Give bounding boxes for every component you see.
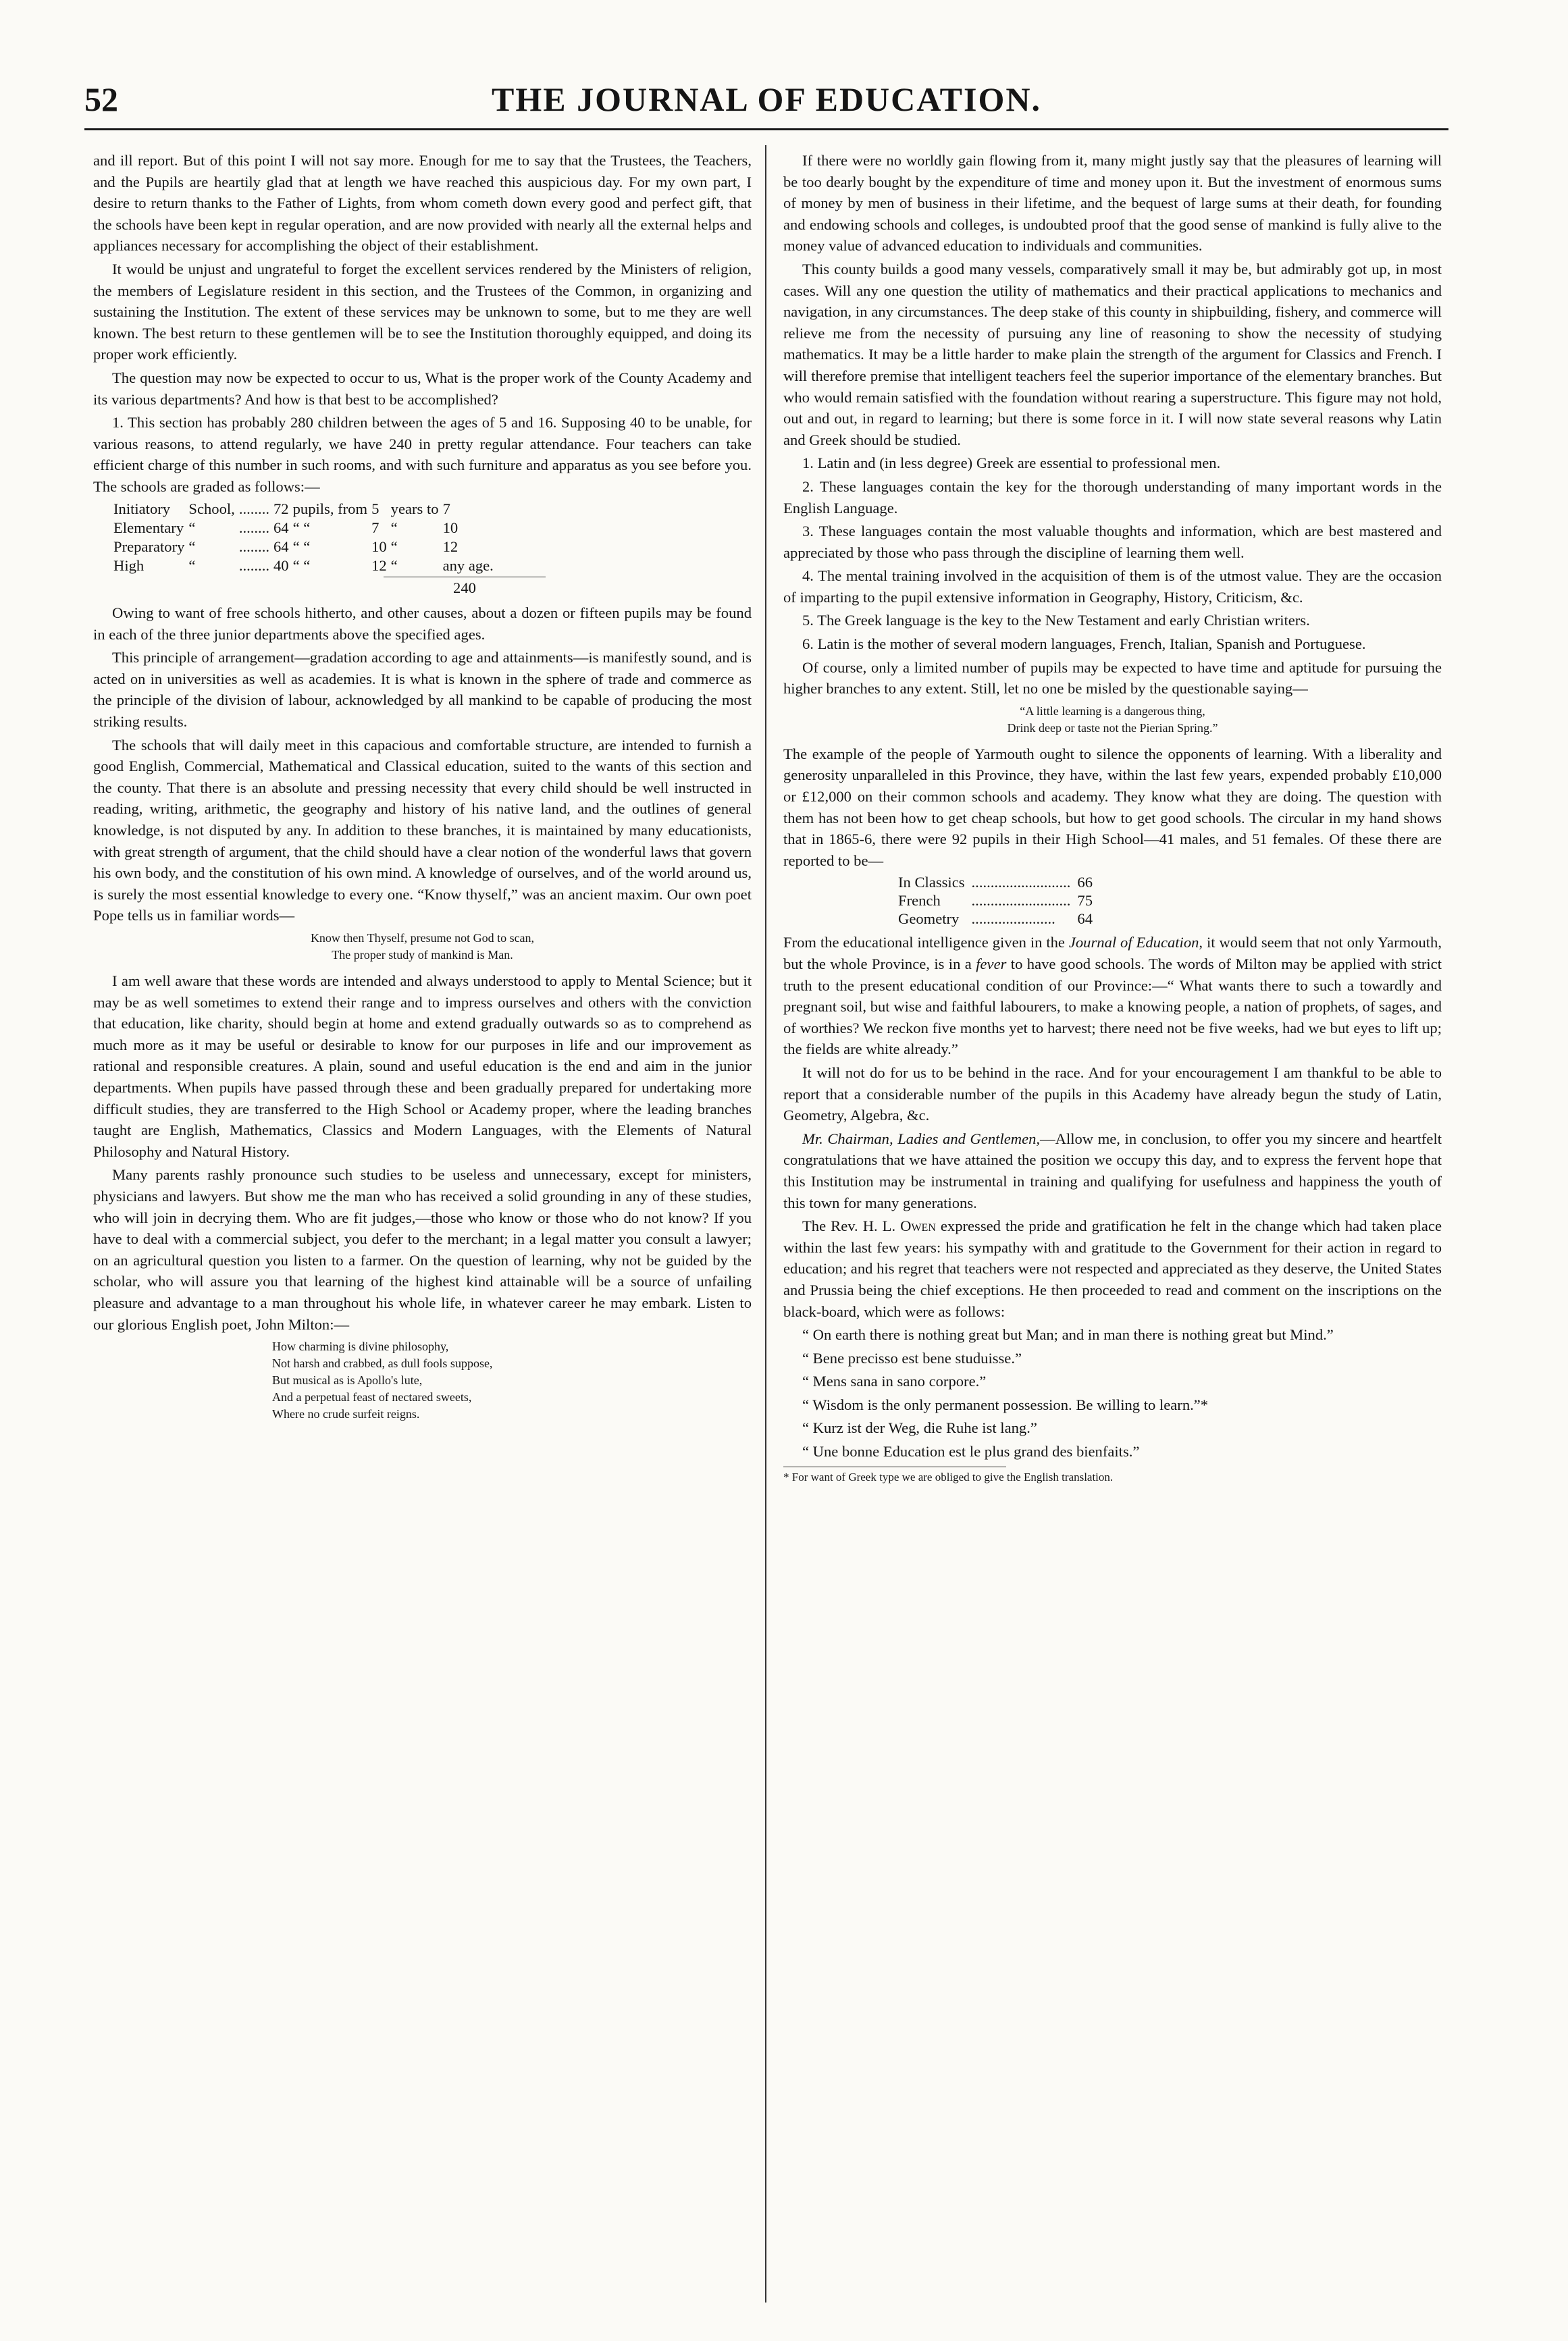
- reported-cell: French: [898, 892, 941, 910]
- paragraph: Owing to want of free schools hitherto, and other causes, about a dozen or fifteen pupils may be found in each of the three junior departments above the specified ages.: [93, 604, 752, 643]
- verse-line: And a perpetual feast of nectared sweets,: [272, 1390, 472, 1404]
- grade-row: [113, 537, 498, 556]
- page-header: [84, 80, 1448, 134]
- header-rule: [84, 128, 1448, 130]
- grade-cell: 10: [371, 537, 387, 555]
- grade-row: [113, 556, 498, 575]
- column-divider: [765, 145, 766, 2303]
- text-run: From the educational intelligence given in the: [783, 934, 1069, 951]
- inscription: “ On earth there is nothing great but Man; and in man there is nothing great but Mind.”: [802, 1326, 1334, 1344]
- paragraph: Of course, only a limited number of pupils may be expected to have time and aptitude for pursuing the higher branches to any extent. Still, let no one be misled by the questionable saying—: [783, 658, 1442, 698]
- italic-run: Mr. Chairman, Ladies and Gentlemen,: [802, 1130, 1041, 1147]
- grade-cell: 40: [273, 556, 289, 574]
- paragraph: This principle of arrangement—gradation according to age and attainments—is manifestly sound, and is acted on in universities as well as academies. It is what is known in the sphere of trade and commerce as the principle of the division of labour, acknowledged by all mankind to be capable of producing the most striking results.: [93, 649, 752, 731]
- paragraph: The example of the people of Yarmouth ought to silence the opponents of learning. With a liberality and generosity unparalleled in this Province, they have, within the last few years, expended probably £10,000 or £12,000 on their common schools and academy. They know what they are doing. The question with them has not been how to get cheap schools, but how to get good schools. The circular in my hand shows that in 1865-6, there were 92 pupils in their High School—41 males, and 51 females. Of these there are reported to be—: [783, 745, 1442, 869]
- grades-table: [113, 500, 498, 575]
- reported-cell: Geometry: [898, 910, 960, 928]
- text-run: The Rev. H. L.: [802, 1217, 901, 1235]
- paragraph: [783, 1215, 1442, 1322]
- grade-cell: 10: [442, 519, 459, 536]
- inscription: “ Bene precisso est bene studuisse.”: [802, 1349, 1022, 1367]
- list-item: 1. Latin and (in less degree) Greek are essential to professional men.: [802, 454, 1221, 472]
- inscription: “ Wisdom is the only permanent possession. Be willing to learn.”*: [802, 1396, 1209, 1413]
- verse-line: But musical as is Apollo's lute,: [272, 1373, 423, 1388]
- text-run: it would seem that not only Yarmouth, but the whole Province, is in a: [783, 934, 1442, 972]
- grade-cell: ........: [238, 519, 269, 536]
- grade-cell: years to: [390, 500, 439, 517]
- grade-cell: “ “: [292, 537, 311, 555]
- grade-cell: “ “: [292, 556, 311, 574]
- verse-line: Where no crude surfeit reigns.: [272, 1407, 420, 1421]
- paragraph: [783, 932, 1442, 1060]
- grade-cell: 5: [371, 500, 380, 517]
- grade-cell: 12: [371, 556, 387, 574]
- grade-cell: “: [188, 556, 196, 574]
- paragraph: Many parents rashly pronounce such studies to be useless and unnecessary, except for ministers, physicians and lawyers. But show me the man who has received a solid grounding in any of these studies, who will join in decrying them. Who are fit judges,—those who know or those who do not know? If you have to deal with a commercial subject, you defer to the merchant; in a legal matter you consult a lawyer; on an agricultural question you listen to a farmer. On the question of learning, why not be guided by the scholar, who will assure you that learning of the highest kind attainable will be a source of unfailing pleasure and advantage to a man throughout his whole life, in whatever career he may embark. Listen to our glorious English poet, John Milton:—: [93, 1166, 752, 1333]
- grade-cell: Preparatory: [113, 537, 185, 555]
- verse-line: “A little learning is a dangerous thing,: [1020, 704, 1205, 718]
- grade-cell: ........: [238, 537, 269, 555]
- grade-row: [113, 519, 498, 537]
- grade-cell: “: [390, 519, 398, 536]
- paragraph: 1. This section has probably 280 children between the ages of 5 and 16. Supposing 40 to be unable, for various reasons, to attend regularly, we have 240 in pretty regular attendance. Four teachers can take efficient charge of this number in such rooms, and with such furniture and apparatus as you see before you. The schools are graded as follows:—: [93, 414, 752, 495]
- right-column: [783, 150, 1442, 1485]
- reported-cell: 64: [1077, 910, 1093, 928]
- list-item: 5. The Greek language is the key to the New Testament and early Christian writers.: [802, 612, 1310, 629]
- grade-cell: “: [390, 537, 398, 555]
- list-item: 4. The mental training involved in the acquisition of them is of the utmost value. They are the occasion of imparting to the pupil extensive information in Geography, History, Criticism, &c.: [783, 567, 1442, 606]
- paragraph: and ill report. But of this point I will not say more. Enough for me to say that the Trustees, the Teachers, and the Pupils are heartily glad that at length we have reached this auspicious day. For my own part, I desire to return thanks to the Father of Lights, from whom cometh down every good and perfect gift, that the schools have been kept in regular operation, and are now provided with nearly all the external helps and appliances necessary for accomplishing the object of their establishment.: [93, 152, 752, 255]
- verse-pope: [93, 930, 752, 964]
- italic-run: Journal of Education,: [1068, 934, 1203, 951]
- verse-line: Drink deep or taste not the Pierian Spring.”: [1007, 720, 1218, 735]
- grade-cell: 12: [442, 537, 459, 555]
- grade-cell: 64: [273, 519, 289, 536]
- paragraph: [783, 1128, 1442, 1213]
- grades-total: 240: [384, 577, 546, 599]
- reported-row: [898, 910, 1099, 928]
- reported-row: [898, 891, 1099, 910]
- paragraph: It would be unjust and ungrateful to forget the excellent services rendered by the Ministers of religion, the members of Legislature resident in this section, and the Trustees of the Common, in organizing and sustaining the Institution. The extent of these services may be unknown to some, but to me they are well known. The best return to these gentlemen will be to see the Institution thoroughly equipped, and doing its proper work efficiently.: [93, 260, 752, 363]
- grade-cell: 7: [442, 500, 450, 517]
- reported-cell: In Classics: [898, 874, 965, 891]
- journal-title: THE JOURNAL OF EDUCATION.: [492, 80, 1041, 118]
- grade-cell: “: [390, 556, 398, 574]
- text-run: to have good schools. The words of Milton may be applied with strict truth to the present educational condition of our Province:—“ What wants there to such a towardly and pregnant soil, but wise and faithful labourers, to make a knowing people, a nation of prophets, of sages, and of worthies? We reckon five months yet to harvest; there need not be five weeks, had we but eyes to lift up; the fields are white already.”: [783, 955, 1442, 1058]
- grade-cell: 7: [371, 519, 380, 536]
- grade-cell: “ “: [292, 519, 311, 536]
- grade-cell: ........: [238, 500, 269, 517]
- list-item: 2. These languages contain the key for the thorough understanding of many important words in the English Language.: [783, 477, 1442, 517]
- paragraph: I am well aware that these words are intended and always understood to apply to Mental Science; but it may be as well sometimes to extend their range and to impress ourselves and others with the conviction that education, like charity, should begin at home and extend gradually outwards so as to comprehend as much more as it may be useful or desirable to know for our purposes in life and our improvement as rational and responsible creatures. A plain, sound and useful education is the end and aim in the junior departments. When pupils have passed through these and been gradually prepared for undertaking more difficult studies, they are transferred to the High School or Academy proper, where the leading branches taught are English, Mathematics, Classics and Modern Languages, with the Elements of Natural Philosophy and Natural History.: [93, 972, 752, 1160]
- italic-run: fever: [976, 955, 1007, 972]
- reported-cell: 75: [1077, 892, 1093, 910]
- footnote: * For want of Greek type we are obliged to give the English translation.: [783, 1470, 1114, 1483]
- inscription: “ Mens sana in sano corpore.”: [802, 1373, 987, 1390]
- text-run: expressed the pride and gratification he felt in the change which had taken place within the last few years: his sympathy with and gratitude to the Government for their action in regard to education; and his regret that teachers were not respected and appreciated as they deserve, the United States and Prussia being the chief exceptions. He then proceeded to read and comment on the inscriptions on the black-board, which were as follows:: [783, 1217, 1442, 1320]
- reported-row: [898, 873, 1099, 891]
- grade-cell: pupils, from: [292, 500, 368, 517]
- verse-line: Know then Thyself, presume not God to scan,: [310, 931, 535, 945]
- paragraph: The schools that will daily meet in this capacious and comfortable structure, are intended to furnish a good English, Commercial, Mathematical and Classical education, suited to the wants of this section and the county. That there is an absolute and pressing necessity that every child should be well instructed in reading, writing, arithmetic, the geography and history of his native land, and the outlines of general knowledge, is not disputed by any. In addition to these branches, it is maintained by many educationists, with great strength of argument, that the child should have a clear notion of the wonderful laws that govern his own body, and the constitution of his own mind. A knowledge of ourselves, and of the world around us, is surely the most essential knowledge to every one. “Know thyself,” was an ancient maxim. Our own poet Pope tells us in familiar words—: [93, 736, 752, 924]
- reported-cell: 66: [1077, 874, 1093, 891]
- reported-cell: ......................: [971, 910, 1055, 928]
- verse-line: Not harsh and crabbed, as dull fools suppose,: [272, 1357, 493, 1371]
- grade-cell: “: [188, 537, 196, 555]
- grade-cell: Initiatory: [113, 500, 171, 517]
- paragraph: This county builds a good many vessels, comparatively small it may be, but admirably got up, in most cases. Will any one question the utility of mathematics and their practical applications to mechanics and navigation, in any circumstances. The deep stake of this county in shipbuilding, fishery, and commerce will relieve me from the necessity of pursuing any line of reasoning to show the necessity of studying mathematics. It may be a little harder to make plain the strength of the argument for Classics and French. I will therefore premise that intelligent teachers feel the superior importance of the elementary branches. But who would remain satisfied with the foundation without rearing a superstructure. This figure may not hold, out and out, in regard to learning; but there is some force in it. I will now state several reasons why Latin and Greek should be studied.: [783, 260, 1442, 448]
- inscription: “ Kurz ist der Weg, die Ruhe ist lang.”: [802, 1419, 1037, 1437]
- verse-pierian: [783, 703, 1442, 737]
- grade-cell: “: [188, 519, 196, 536]
- grade-cell: 72: [273, 500, 289, 517]
- verse-line: How charming is divine philosophy,: [272, 1340, 449, 1354]
- grade-cell: Elementary: [113, 519, 184, 536]
- grade-cell: School,: [188, 500, 235, 517]
- verse-line: The proper study of mankind is Man.: [332, 948, 513, 962]
- left-column: [93, 150, 752, 1429]
- text-run: —Allow me, in conclusion, to offer you my sincere and heartfelt congratulations that we have attained the position we occupy this day, and to express the fervent hope that this Institution may be instrumental in training and qualifying for usefulness and happiness the youth of this town for many generations.: [783, 1130, 1442, 1211]
- grade-cell: High: [113, 556, 145, 574]
- grade-cell: 64: [273, 537, 289, 555]
- verse-milton: [93, 1338, 752, 1423]
- list-item: 3. These languages contain the most valuable thoughts and information, which are best mastered and appreciated by those who pass through the discipline of learning them well.: [783, 523, 1442, 561]
- paragraph: It will not do for us to be behind in the race. And for your encouragement I am thankful to be able to report that a considerable number of the pupils in this Academy have already begun the study of Latin, Geometry, Algebra, &c.: [783, 1063, 1442, 1124]
- inscription: “ Une bonne Education est le plus grand des bienfaits.”: [802, 1443, 1140, 1461]
- grade-cell: ........: [238, 556, 269, 574]
- paragraph: If there were no worldly gain flowing from it, many might justly say that the pleasures of learning will be too dearly bought by the expenditure of time and money upon it. But the investment of enormous sums of money by men of business in their lifetime, and the bequest of large sums at their death, for founding and endowing schools and colleges, is undoubted proof that the good sense of mankind is fully alive to the money value of advanced education to individuals and communities.: [783, 152, 1442, 255]
- reported-cell: ..........................: [971, 892, 1071, 910]
- reported-table: [898, 873, 1099, 928]
- smallcaps-run: Owen: [900, 1217, 936, 1235]
- page-number: 52: [84, 80, 118, 118]
- reported-cell: ..........................: [971, 874, 1071, 891]
- list-item: 6. Latin is the mother of several modern languages, French, Italian, Spanish and Portuguese.: [802, 635, 1366, 653]
- grade-row: [113, 500, 498, 519]
- paragraph: The question may now be expected to occur to us, What is the proper work of the County Academy and its various departments? And how is that best to be accomplished?: [93, 369, 752, 408]
- grade-cell: any age.: [442, 556, 494, 574]
